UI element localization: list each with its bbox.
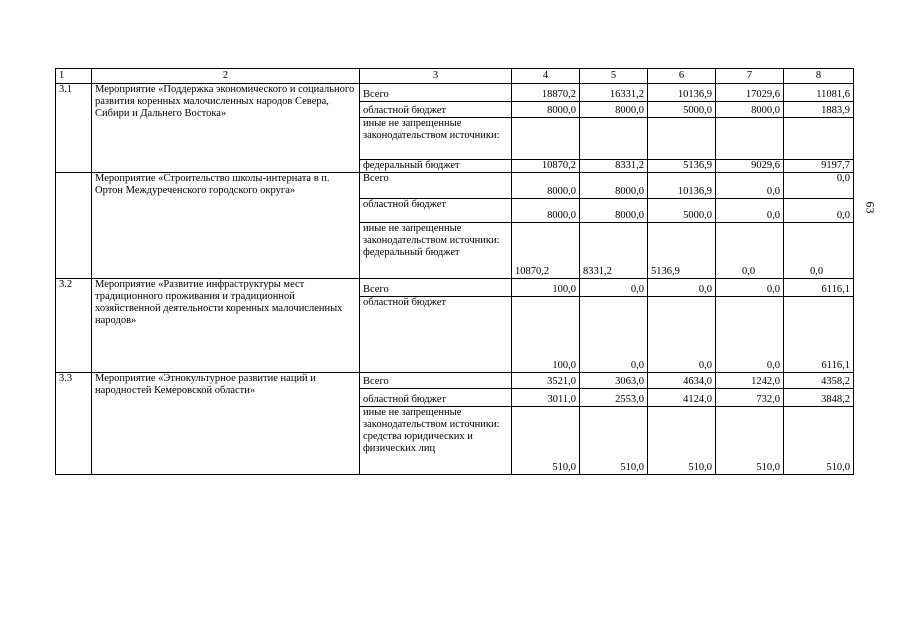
table-row [56,173,854,199]
header-cell: 4 [512,69,580,84]
value-cell: 0,0 [648,297,716,373]
source-label: Всего [360,373,512,389]
value-cell: 0,0 [716,279,784,297]
header-cell: 8 [784,69,854,84]
source-label: федеральный бюджет [360,160,512,173]
value-cell: 10870,2 [512,160,580,173]
source-label: областной бюджет [360,102,512,118]
value-cell: 100,0 [512,297,580,373]
value-cell: 100,0 [512,279,580,297]
value-cell: 8000,0 [580,102,648,118]
value-cell: 3011,0 [512,389,580,407]
source-label: Всего [360,279,512,297]
table-row [56,373,854,389]
source-label: иные не запрещенные законодательством источники: средства юридических и физических лиц [360,407,512,475]
value-cell [580,118,648,160]
value-cell: 9029,6 [716,160,784,173]
value-cell: 10136,9 [648,84,716,102]
value-cell: 8331,2 [580,223,648,279]
value-cell: 8331,2 [580,160,648,173]
header-row [56,69,854,84]
value-cell: 8000,0 [512,173,580,199]
value-cell [784,118,854,160]
header-cell: 1 [56,69,92,84]
item-title: Мероприятие «Поддержка экономического и социального развития коренных малочисленных народов Севера, Сибири и Дальнего Востока» [92,84,360,173]
value-cell: 10136,9 [648,173,716,199]
item-title: Мероприятие «Этнокультурное развитие наций и народностей Кемеровской области» [92,373,360,475]
value-cell: 5000,0 [648,102,716,118]
table-row [56,279,854,297]
value-cell: 1883,9 [784,102,854,118]
value-cell: 0,0 [648,279,716,297]
item-number: 3.2 [56,279,92,373]
source-label: Всего [360,84,512,102]
value-cell: 1242,0 [716,373,784,389]
value-cell: 2553,0 [580,389,648,407]
source-label: областной бюджет [360,199,512,223]
header-cell: 3 [360,69,512,84]
table-row [56,84,854,102]
value-cell: 0,0 [580,279,648,297]
header-cell: 7 [716,69,784,84]
value-cell: 4124,0 [648,389,716,407]
value-cell: 510,0 [512,407,580,475]
value-cell: 0,0 [784,173,854,199]
value-cell: 732,0 [716,389,784,407]
value-cell: 0,0 [580,297,648,373]
page-number: 63 [863,201,878,214]
value-cell: 4634,0 [648,373,716,389]
source-label: областной бюджет [360,389,512,407]
value-cell: 17029,6 [716,84,784,102]
value-cell: 510,0 [716,407,784,475]
value-cell: 5136,9 [648,223,716,279]
value-cell: 16331,2 [580,84,648,102]
value-cell: 9197,7 [784,160,854,173]
item-number [56,173,92,279]
value-cell: 8000,0 [512,102,580,118]
value-cell: 10870,2 [512,223,580,279]
value-cell: 0,0 [716,297,784,373]
value-cell: 0,0 [784,223,854,279]
header-cell: 5 [580,69,648,84]
value-cell: 6116,1 [784,279,854,297]
item-number: 3.1 [56,84,92,173]
value-cell: 8000,0 [512,199,580,223]
item-title: Мероприятие «Строительство школы-интерната в п. Ортон Междуреченского городского округа» [92,173,360,279]
source-label: Всего [360,173,512,199]
value-cell: 0,0 [716,223,784,279]
budget-table [55,68,854,475]
value-cell: 510,0 [580,407,648,475]
source-label: иные не запрещенные законодательством источники: [360,118,512,160]
value-cell: 3521,0 [512,373,580,389]
value-cell: 5000,0 [648,199,716,223]
value-cell [512,118,580,160]
value-cell: 0,0 [716,199,784,223]
value-cell: 0,0 [716,173,784,199]
value-cell: 8000,0 [716,102,784,118]
header-cell: 2 [92,69,360,84]
source-label: иные не запрещенные законодательством источники: федеральный бюджет [360,223,512,279]
value-cell [716,118,784,160]
value-cell: 8000,0 [580,173,648,199]
value-cell: 0,0 [784,199,854,223]
header-cell: 6 [648,69,716,84]
value-cell: 8000,0 [580,199,648,223]
value-cell: 5136,9 [648,160,716,173]
value-cell: 3063,0 [580,373,648,389]
value-cell: 4358,2 [784,373,854,389]
value-cell: 510,0 [648,407,716,475]
value-cell: 11081,6 [784,84,854,102]
value-cell [648,118,716,160]
item-number: 3.3 [56,373,92,475]
value-cell: 510,0 [784,407,854,475]
value-cell: 6116,1 [784,297,854,373]
value-cell: 3848,2 [784,389,854,407]
source-label: областной бюджет [360,297,512,373]
item-title: Мероприятие «Развитие инфраструктуры мест традиционного проживания и традиционной хозяйственной деятельности коренных малочисленных народов» [92,279,360,373]
value-cell: 18870,2 [512,84,580,102]
